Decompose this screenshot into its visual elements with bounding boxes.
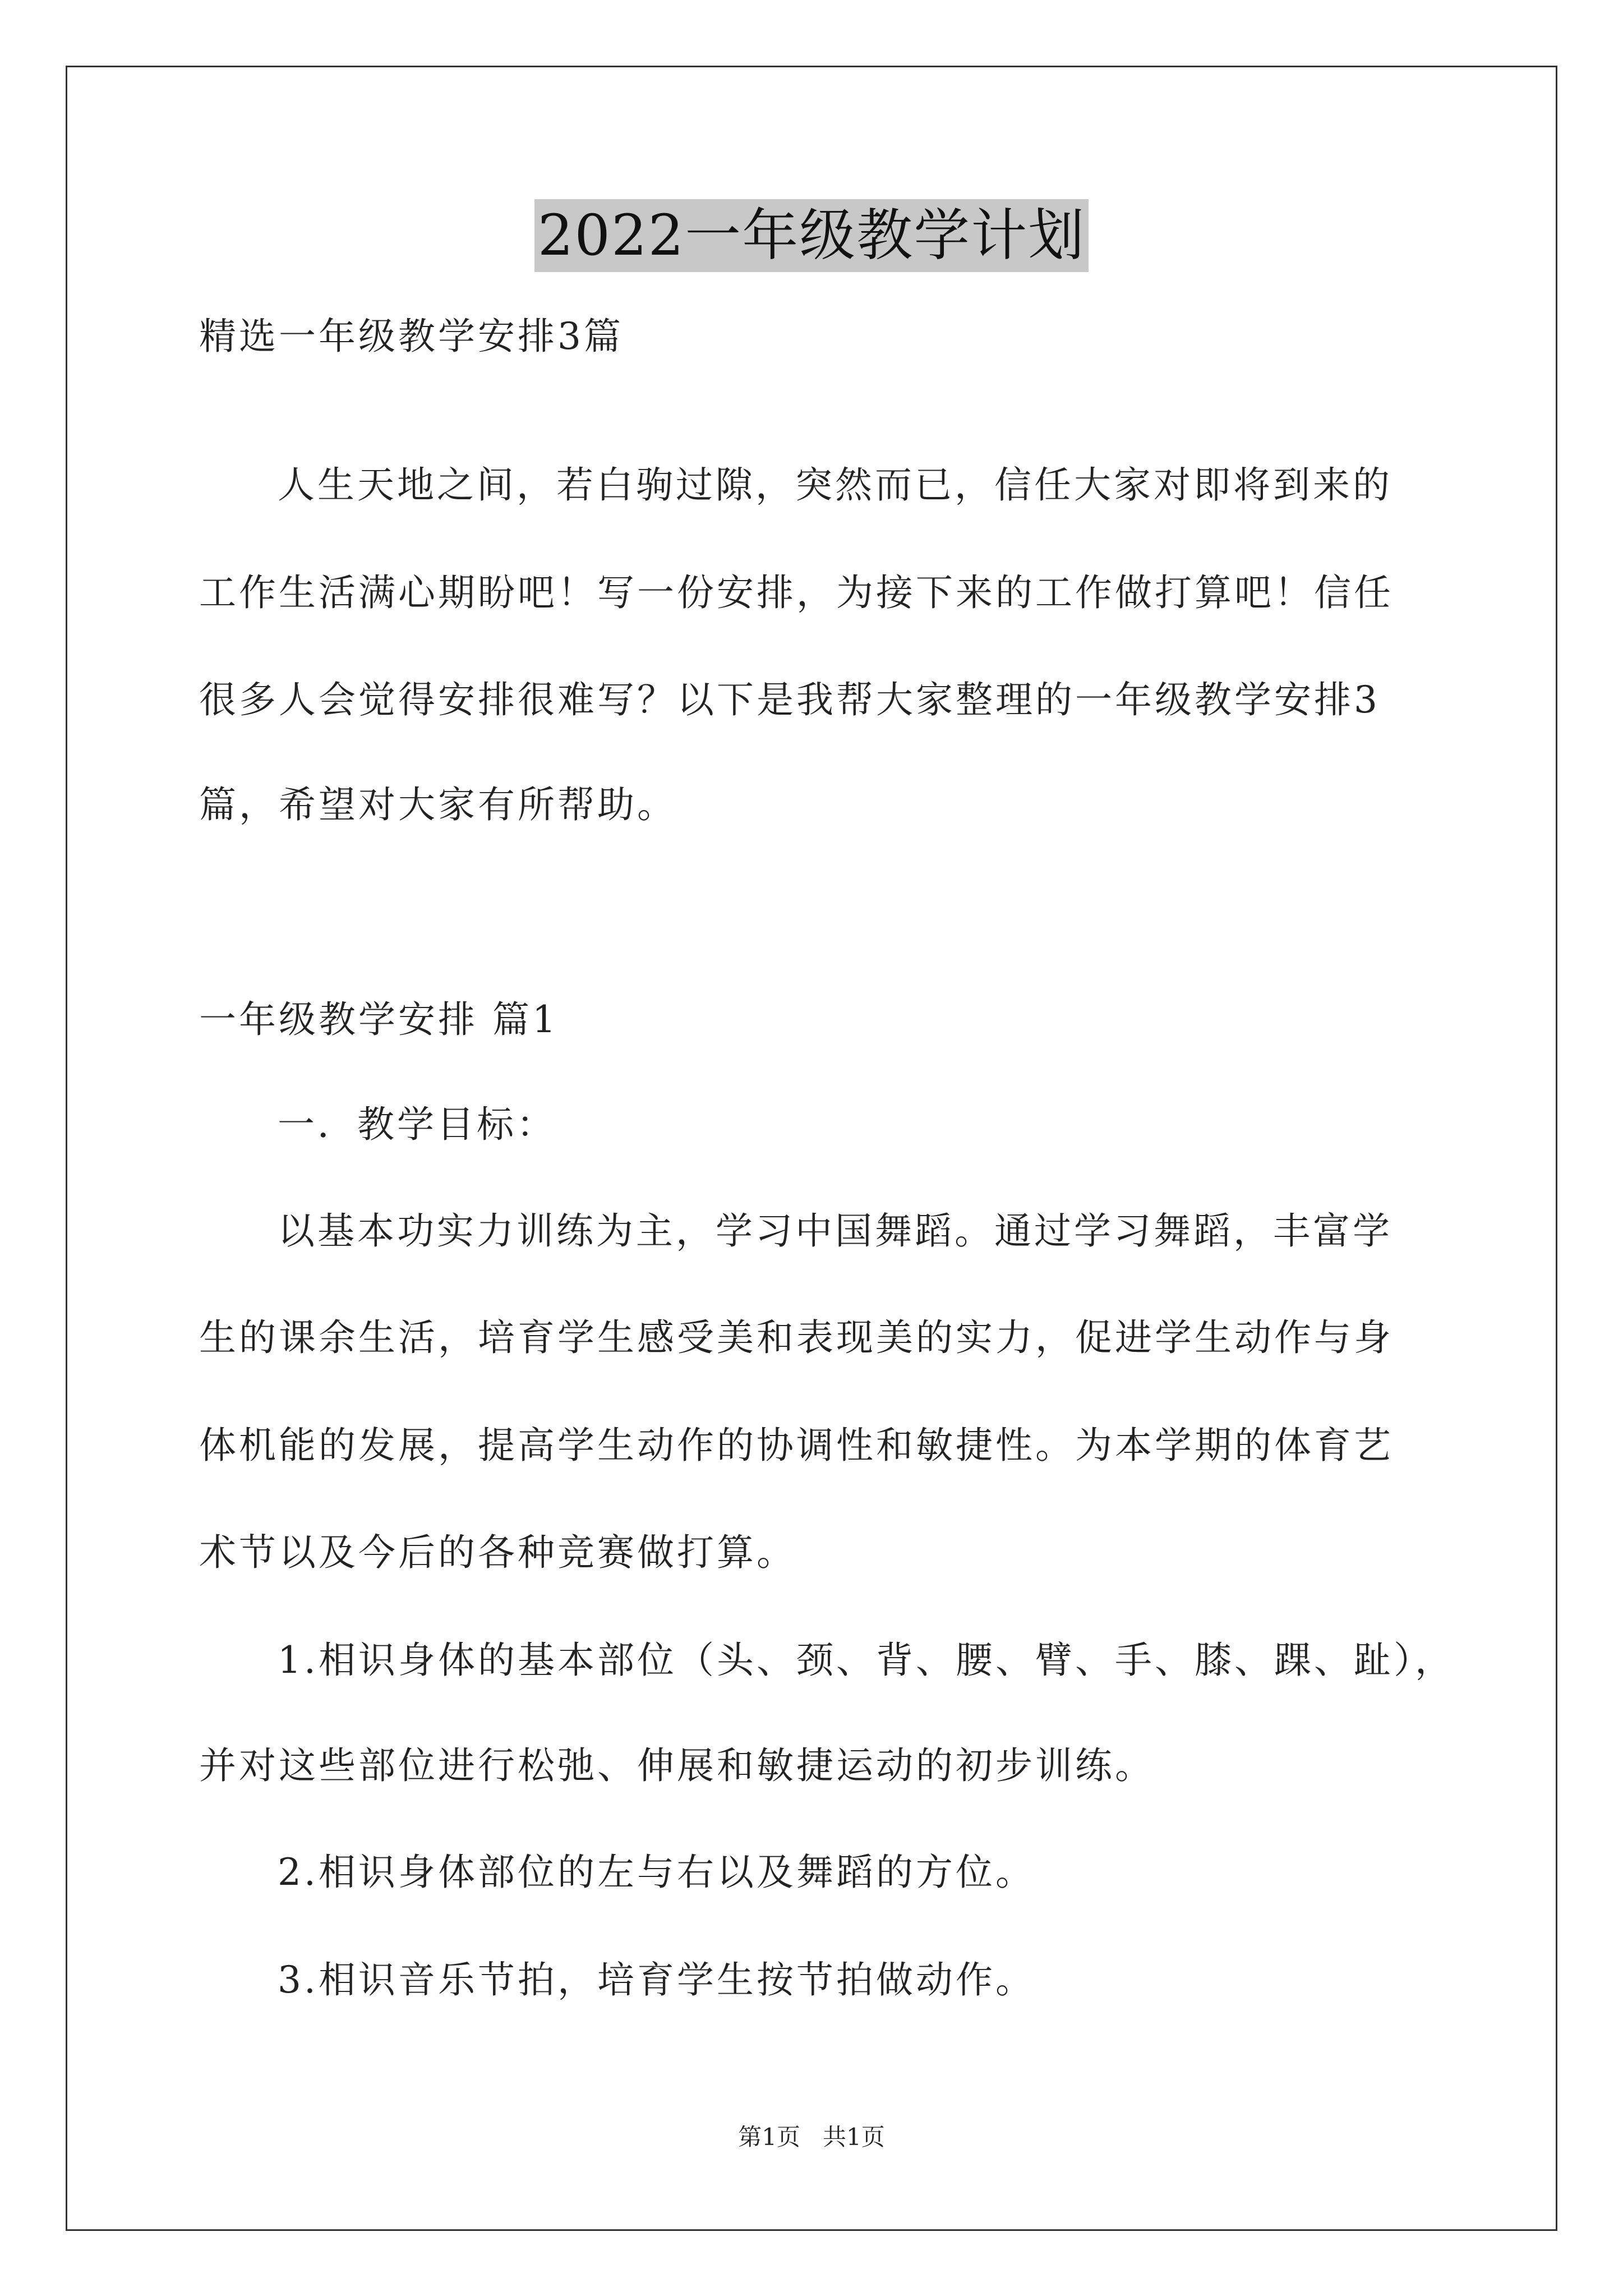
title-wrap bbox=[0, 199, 1623, 272]
intro-line-3: 很多人会觉得安排很难写？以下是我帮大家整理的一年级教学安排3 bbox=[199, 678, 1380, 721]
section-heading: 一年级教学安排 篇1 bbox=[199, 998, 559, 1041]
intro-line-1: 人生天地之间，若白驹过隙，突然而已，信任大家对即将到来的 bbox=[278, 463, 1393, 507]
page-footer bbox=[0, 2123, 1623, 2151]
document-title: 2022一年级教学计划 bbox=[534, 199, 1089, 272]
subtitle-line: 精选一年级教学安排3篇 bbox=[199, 315, 624, 358]
body-line-3: 体机能的发展，提高学生动作的协调性和敏捷性。为本学期的体育艺 bbox=[199, 1424, 1394, 1467]
intro-line-2: 工作生活满心期盼吧！写一份安排，为接下来的工作做打算吧！信任 bbox=[199, 571, 1394, 614]
body-line-2: 生的课余生活，培育学生感受美和表现美的实力，促进学生动作与身 bbox=[199, 1316, 1394, 1359]
objective-heading: 一．教学目标： bbox=[278, 1103, 556, 1146]
list-item-3: 3.相识音乐节拍，培育学生按节拍做动作。 bbox=[278, 1958, 1035, 2001]
body-line-1: 以基本功实力训练为主，学习中国舞蹈。通过学习舞蹈，丰富学 bbox=[278, 1209, 1393, 1253]
page-total: 共1页 bbox=[823, 2123, 885, 2151]
list-item-2: 2.相识身体部位的左与右以及舞蹈的方位。 bbox=[278, 1851, 1035, 1894]
list-item-1-line-2: 并对这些部位进行松弛、伸展和敏捷运动的初步训练。 bbox=[199, 1744, 1155, 1787]
page-number: 第1页 bbox=[738, 2123, 800, 2151]
page-border bbox=[66, 66, 1557, 2231]
body-line-4: 术节以及今后的各种竞赛做打算。 bbox=[199, 1531, 796, 1574]
intro-line-4: 篇，希望对大家有所帮助。 bbox=[199, 783, 677, 826]
list-item-1-line-1: 1.相识身体的基本部位（头、颈、背、腰、臂、手、膝、踝、趾）， bbox=[278, 1639, 1455, 1682]
